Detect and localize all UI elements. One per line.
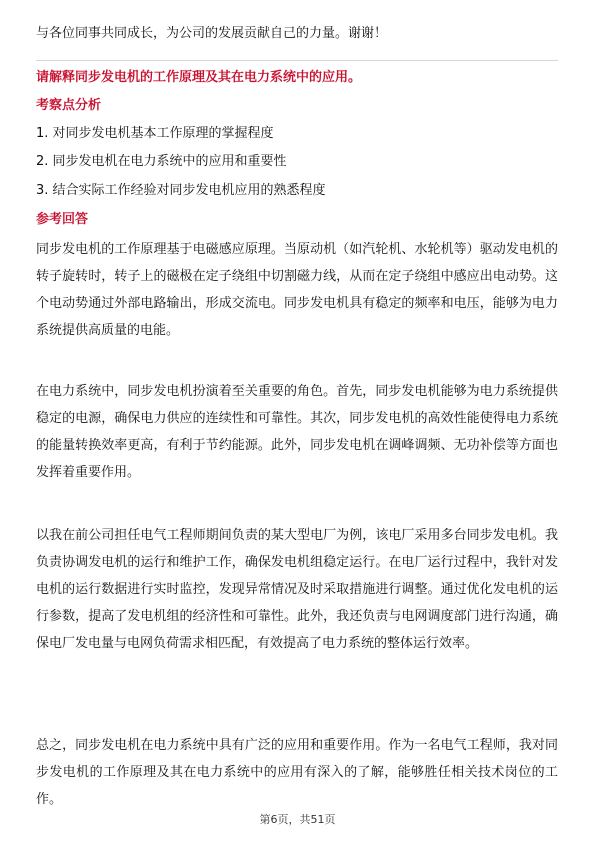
answer-paragraph: 同步发电机的工作原理基于电磁感应原理。当原动机（如汽轮机、水轮机等）驱动发电机的转子旋转时，转子上的磁极在定子绕组中切割磁力线，从而在定子绕组中感应出电动势。这个电动势通过外部电路输出，形成交流电。同步发电机具有稳定的频率和电压，能够为电力系统提供高质量的电能。 — [36, 242, 558, 338]
intro-line: 与各位同事共同成长，为公司的发展贡献自己的力量。谢谢！ — [36, 26, 388, 41]
answer-paragraph: 以我在前公司担任电气工程师期间负责的某大型电厂为例，该电厂采用多台同步发电机。我负责协调发电机的运行和维护工作，确保发电机组稳定运行。在电厂运行过程中，我针对发电机的运行数据进行实时监控，发现异常情况及时采取措施进行调整。通过优化发电机的运行参数，提高了发电机组的经济性和可靠性。此外，我还负责与电网调度部门进行沟通，确保电厂发电量与电网负荷需求相匹配，有效提高了电力系统的整体运行效率。 — [36, 528, 558, 651]
analysis-point: 3. 结合实际工作经验对同步发电机应用的熟悉程度 — [36, 183, 326, 198]
reference-title: 参考回答 — [36, 212, 89, 227]
section-divider — [36, 60, 558, 61]
analysis-title: 考察点分析 — [36, 98, 102, 113]
answer-paragraph: 总之，同步发电机在电力系统中具有广泛的应用和重要作用。作为一名电气工程师，我对同步发电机的工作原理及其在电力系统中的应用有深入的了解，能够胜任相关技术岗位的工作。 — [36, 738, 558, 807]
analysis-point: 2. 同步发电机在电力系统中的应用和重要性 — [36, 154, 287, 169]
page-number: 第6页，共51页 — [259, 813, 336, 826]
question-heading: 请解释同步发电机的工作原理及其在电力系统中的应用。 — [36, 70, 362, 85]
answer-paragraph: 在电力系统中，同步发电机扮演着至关重要的角色。首先，同步发电机能够为电力系统提供稳定的电源，确保电力供应的连续性和可靠性。其次，同步发电机的高效性能使得电力系统的能量转换效率更高，有利于节约能源。此外，同步发电机在调峰调频、无功补偿等方面也发挥着重要作用。 — [36, 384, 558, 480]
analysis-point: 1. 对同步发电机基本工作原理的掌握程度 — [36, 126, 274, 141]
